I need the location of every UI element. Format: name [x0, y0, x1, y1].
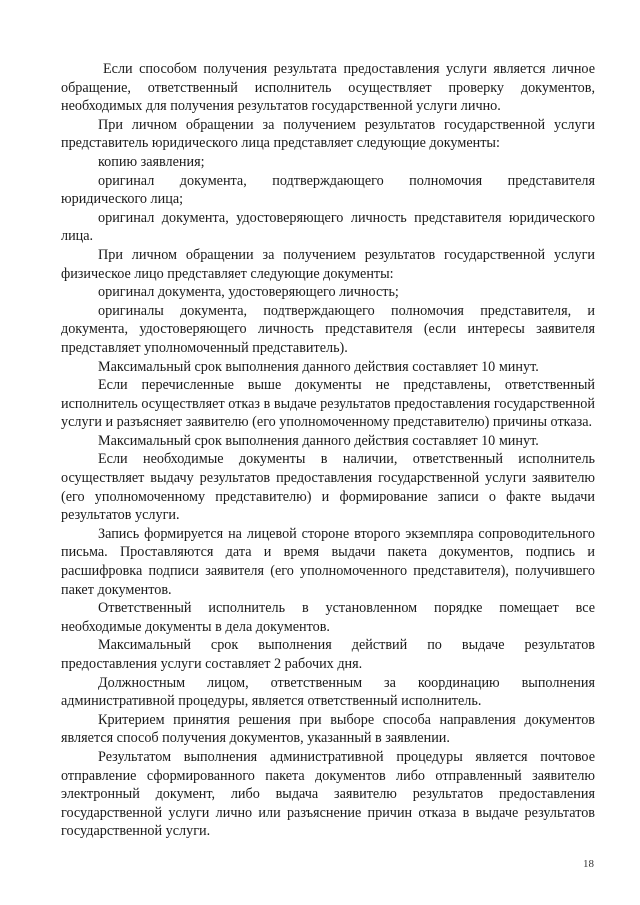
list-item-identity-original: оригинал документа, удостоверяющего личность;: [98, 284, 399, 301]
paragraph-filing: Ответственный исполнитель в установленном порядке помещает все необходимые документы в дела документов.: [61, 600, 595, 635]
document-body: [61, 60, 595, 841]
paragraph-individual-docs: При личном обращении за получением результатов государственной услуги физическое лицо представляет следующие документы:: [61, 246, 595, 282]
paragraph-max-time-1: Максимальный срок выполнения данного действия составляет 10 минут.: [98, 358, 539, 375]
list-item-representative-originals: оригиналы документа, подтверждающего полномочия представителя, и документа, удостоверяющего личность представителя (если интересы заявителя представляет уполномоченный представитель).: [61, 302, 595, 356]
list-item-authority-document: оригинал документа, подтверждающего полномочия представителя юридического лица;: [61, 172, 595, 208]
paragraph-refusal: Если перечисленные выше документы не представлены, ответственный исполнитель осуществляет отказ в выдаче результатов предоставления государственной услуги и разъясняет заявителю (его уполномоченному представителю) причины отказа.: [61, 377, 595, 431]
paragraph-responsible-official: Должностным лицом, ответственным за координацию выполнения административной процедуры, является ответственный исполнитель.: [61, 674, 595, 710]
paragraph-record: Запись формируется на лицевой стороне второго экземпляра сопроводительного письма. Проставляются дата и время выдачи пакета документов, подпись и расшифровка подписи заявителя (его уполномоченного представителя), получившего пакет документов.: [61, 525, 595, 598]
paragraph-result-personal-visit: Если способом получения результата предоставления услуги является личное обращение, ответственный исполнитель осуществляет проверку документов, необходимых для получения результатов государственной услуги лично.: [61, 61, 595, 115]
paragraph-max-time-2: Максимальный срок выполнения данного действия составляет 10 минут.: [98, 432, 539, 449]
paragraph-max-time-3: Максимальный срок выполнения действий по выдаче результатов предоставления услуги составляет 2 рабочих дня.: [61, 637, 595, 672]
paragraph-procedure-result: Результатом выполнения административной процедуры является почтовое отправление сформированного пакета документов либо отправленный заявителю электронный документ, либо выдача заявителю результатов предоставления государственной услуги лично или разъяснение причин отказа в выдаче результатов государственной услуги.: [61, 748, 595, 840]
list-item-identity-document: оригинал документа, удостоверяющего личность представителя юридического лица.: [61, 209, 595, 245]
page-number: 18: [583, 858, 594, 870]
paragraph-legal-entity-docs: При личном обращении за получением результатов государственной услуги представитель юридического лица представляет следующие документы:: [61, 116, 595, 152]
paragraph-issuance: Если необходимые документы в наличии, ответственный исполнитель осуществляет выдачу результатов предоставления государственной услуги заявителю (его уполномоченному представителю) и формирование записи о факте выдачи результатов услуги.: [61, 451, 595, 524]
list-item-application-copy: копию заявления;: [98, 153, 205, 170]
paragraph-decision-criterion: Критерием принятия решения при выборе способа направления документов является способ получения документов, указанный в заявлении.: [61, 711, 595, 747]
